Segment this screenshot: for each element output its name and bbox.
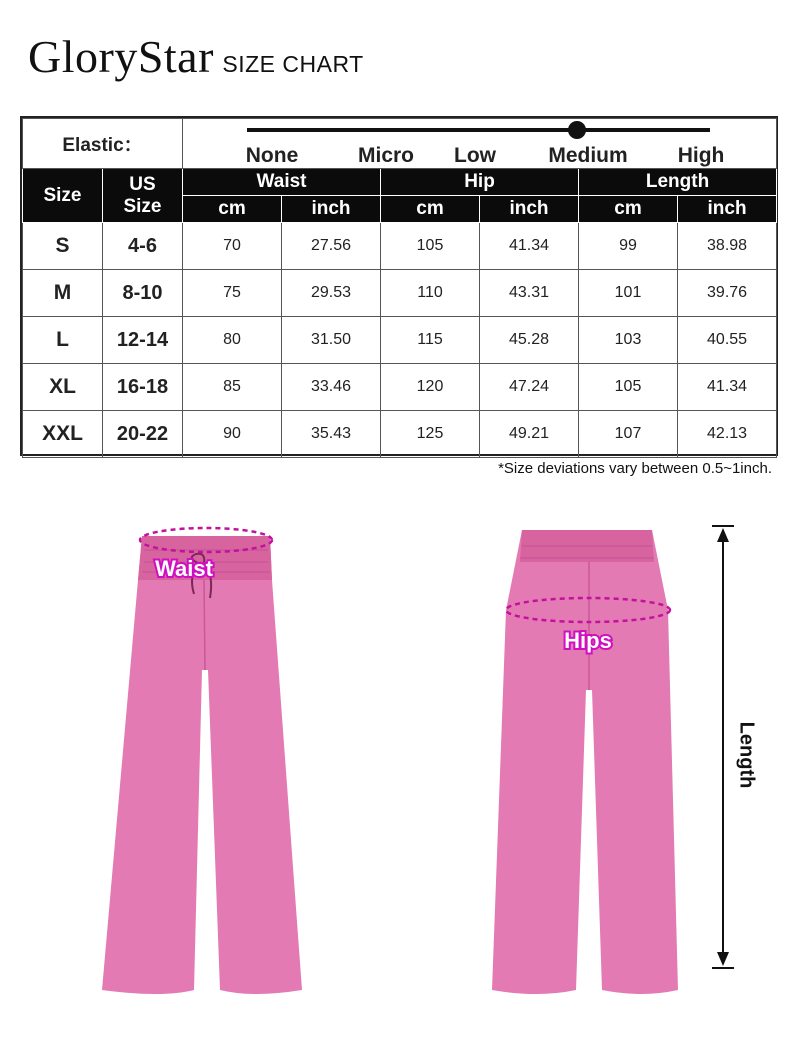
size-cell: L (23, 317, 103, 364)
waist-cm-cell: 70 (183, 223, 282, 270)
elastic-selected-marker (568, 121, 586, 139)
hip-cm-cell: 105 (381, 223, 480, 270)
hip-inch-header: inch (480, 196, 579, 223)
waist-cm-header: cm (183, 196, 282, 223)
elastic-level-micro: Micro (358, 144, 415, 167)
length-inch-cell: 42.13 (678, 411, 777, 458)
us-size-cell: 8-10 (103, 270, 183, 317)
waist-label: Waist (155, 556, 213, 581)
hip-inch-cell: 49.21 (480, 411, 579, 458)
length-label: Length (735, 721, 758, 789)
elastic-level-medium: Medium (548, 144, 628, 167)
hip-cm-cell: 120 (381, 364, 480, 411)
elastic-scale (183, 119, 777, 169)
waist-inch-cell: 33.46 (282, 364, 381, 411)
hips-label: Hips (564, 628, 612, 653)
elastic-level-low: Low (454, 144, 497, 167)
brand-subtitle: SIZE CHART (222, 51, 364, 77)
table-row (23, 364, 777, 411)
brand-name: GloryStar (28, 31, 214, 82)
hip-cm-cell: 110 (381, 270, 480, 317)
hip-inch-cell: 47.24 (480, 364, 579, 411)
waist-cm-cell: 80 (183, 317, 282, 364)
hip-inch-cell: 43.31 (480, 270, 579, 317)
us-size-header-line1: US (129, 173, 156, 195)
table-row (23, 223, 777, 270)
length-cm-cell: 103 (579, 317, 678, 364)
table-row (23, 317, 777, 364)
size-column-header: Size (23, 169, 103, 223)
length-inch-cell: 38.98 (678, 223, 777, 270)
us-size-cell: 4-6 (103, 223, 183, 270)
us-size-column-header (103, 169, 183, 223)
brand-header (28, 30, 364, 90)
hip-cm-cell: 115 (381, 317, 480, 364)
length-cm-cell: 101 (579, 270, 678, 317)
elastic-level-none: None (245, 144, 299, 167)
waist-cm-cell: 75 (183, 270, 282, 317)
us-size-cell: 16-18 (103, 364, 183, 411)
pants-back-figure (492, 520, 692, 1020)
us-size-cell: 20-22 (103, 411, 183, 458)
size-cell: XL (23, 364, 103, 411)
pants-front-figure (92, 520, 322, 1020)
pants-front-illustration (92, 520, 322, 1020)
waist-inch-cell: 31.50 (282, 317, 381, 364)
waist-cm-cell: 85 (183, 364, 282, 411)
table-row (23, 270, 777, 317)
length-cm-header: cm (579, 196, 678, 223)
length-label-wrap (726, 700, 766, 810)
waist-inch-cell: 27.56 (282, 223, 381, 270)
length-cm-cell: 99 (579, 223, 678, 270)
elastic-label: Elastic： (23, 119, 183, 169)
hip-inch-cell: 45.28 (480, 317, 579, 364)
length-inch-cell: 39.76 (678, 270, 777, 317)
size-cell: XXL (23, 411, 103, 458)
length-cm-cell: 107 (579, 411, 678, 458)
size-deviation-note: *Size deviations vary between 0.5~1inch. (498, 460, 772, 477)
table-row (23, 411, 777, 458)
elastic-level-high: High (677, 144, 725, 167)
length-inch-cell: 40.55 (678, 317, 777, 364)
length-cm-cell: 105 (579, 364, 678, 411)
hip-inch-cell: 41.34 (480, 223, 579, 270)
size-cell: S (23, 223, 103, 270)
us-size-cell: 12-14 (103, 317, 183, 364)
waist-inch-header: inch (282, 196, 381, 223)
length-inch-cell: 41.34 (678, 364, 777, 411)
waist-inch-cell: 35.43 (282, 411, 381, 458)
size-chart-table (20, 116, 778, 456)
size-cell: M (23, 270, 103, 317)
length-inch-header: inch (678, 196, 777, 223)
waist-cm-cell: 90 (183, 411, 282, 458)
us-size-header-line2: Size (123, 195, 162, 217)
length-group-header: Length (579, 169, 777, 196)
elastic-scale-line (247, 128, 710, 132)
pants-back-illustration (492, 520, 692, 1020)
waist-inch-cell: 29.53 (282, 270, 381, 317)
hip-cm-cell: 125 (381, 411, 480, 458)
hip-cm-header: cm (381, 196, 480, 223)
waist-group-header: Waist (183, 169, 381, 196)
hip-group-header: Hip (381, 169, 579, 196)
